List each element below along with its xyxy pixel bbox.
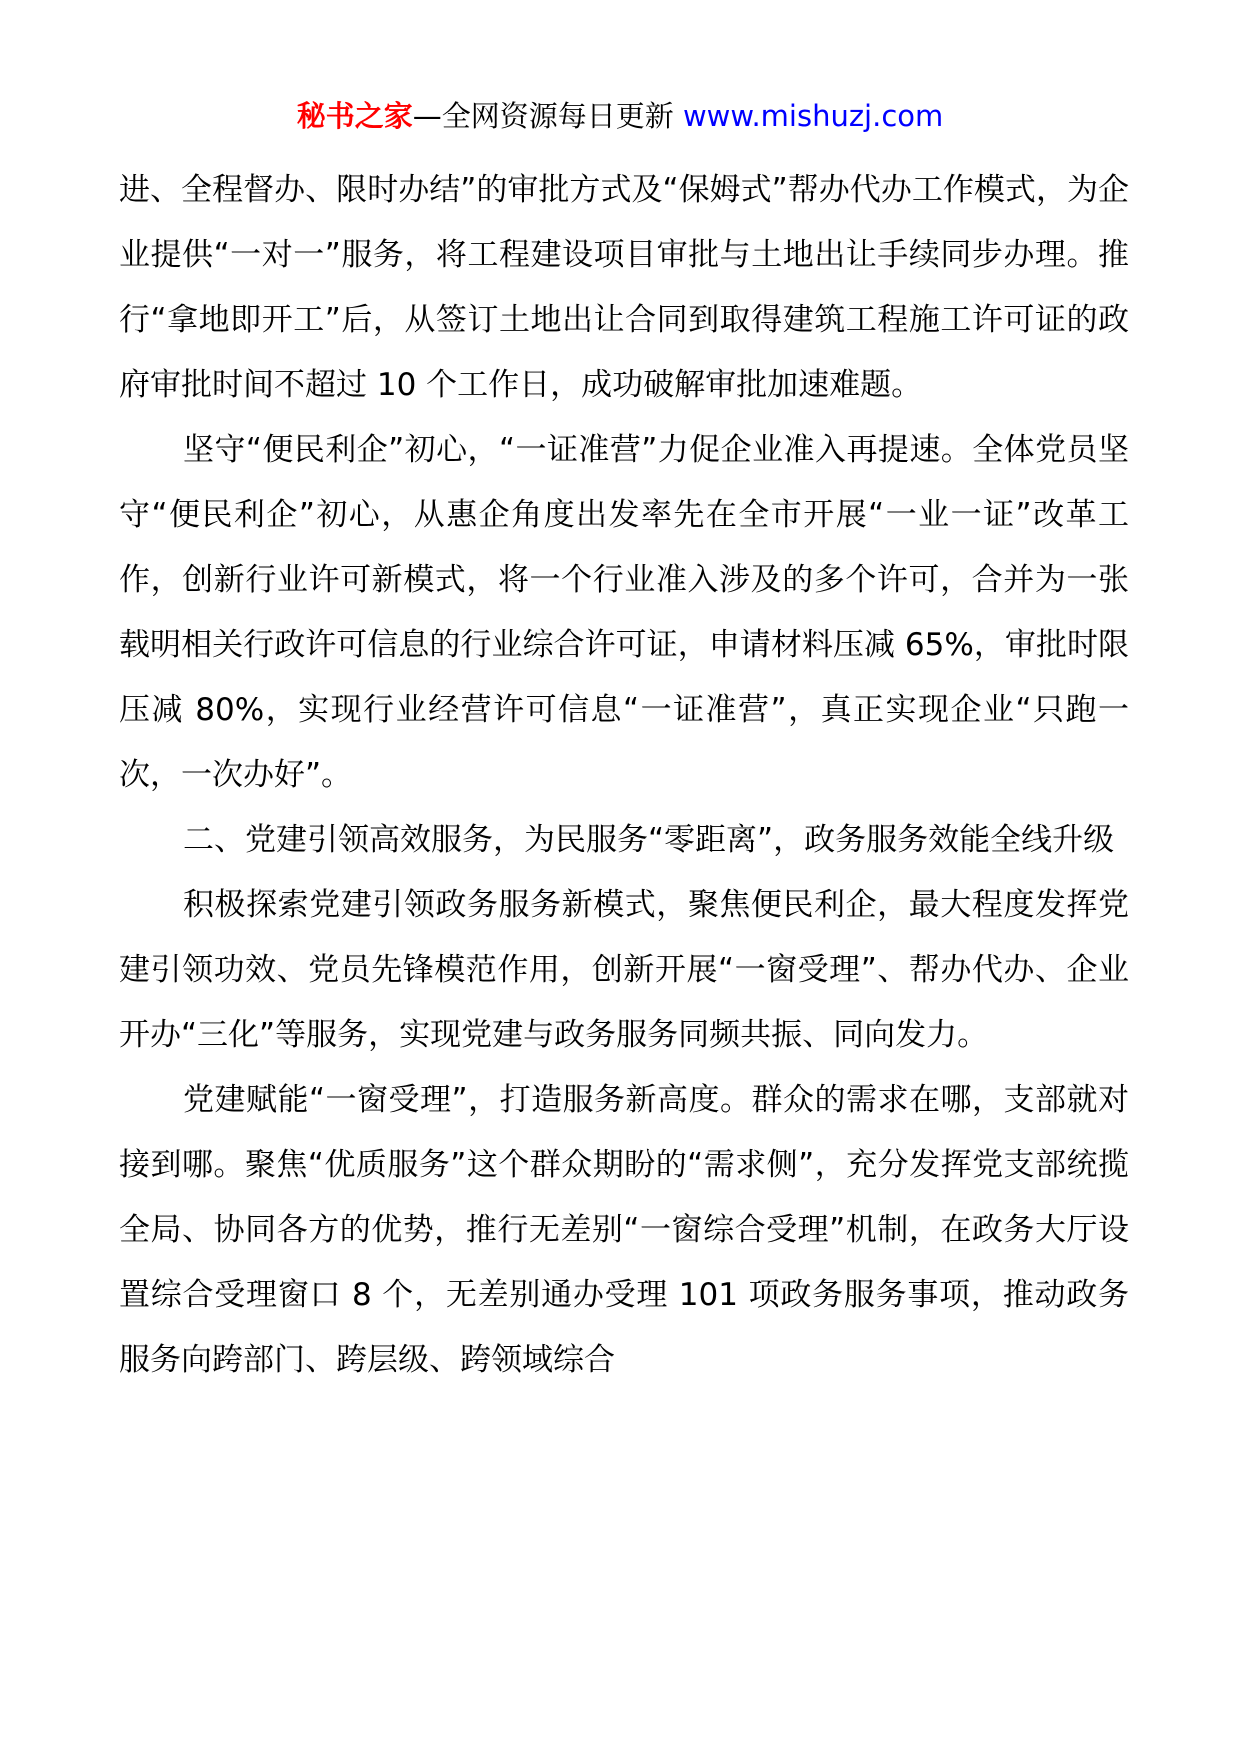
header-tagline: —全网资源每日更新 <box>412 99 683 133</box>
document-body <box>119 158 1129 1393</box>
site-header <box>0 96 1240 136</box>
paragraph-one-certificate: 坚守“便民利企”初心，“一证准营”力促企业准入再提速。全体党员坚守“便民利企”初心，从惠企角度出发率先在全市开展“一业一证”改革工作，创新行业许可新模式，将一个行业准入涉及的多个许可，合并为一张载明相关行政许可信息的行业综合许可证，申请材料压减 65%，审批时限压减 80%，实现行业经营许可信息“一证准营”，真正实现企业“只跑一次，一次办好”。 <box>119 432 1129 793</box>
section-heading-two: 二、党建引领高效服务，为民服务“零距离”，政务服务效能全线升级 <box>183 822 1115 858</box>
brand-name: 秘书之家 <box>296 99 413 133</box>
paragraph-service-model: 积极探索党建引领政务服务新模式，聚焦便民利企，最大程度发挥党建引领功效、党员先锋模范作用，创新开展“一窗受理”、帮办代办、企业开办“三化”等服务，实现党建与政务服务同频共振、同向发力。 <box>119 887 1129 1053</box>
site-url-link[interactable]: www.mishuzj.com <box>682 99 944 133</box>
paragraph-continuation: 进、全程督办、限时办结”的审批方式及“保姆式”帮办代办工作模式，为企业提供“一对一”服务，将工程建设项目审批与土地出让手续同步办理。推行“拿地即开工”后，从签订土地出让合同到取得建筑工程施工许可证的政府审批时间不超过 10 个工作日，成功破解审批加速难题。 <box>119 172 1129 403</box>
paragraph-one-window: 党建赋能“一窗受理”，打造服务新高度。群众的需求在哪，支部就对接到哪。聚焦“优质服务”这个群众期盼的“需求侧”，充分发挥党支部统揽全局、协同各方的优势，推行无差别“一窗综合受理”机制，在政务大厅设置综合受理窗口 8 个，无差别通办受理 101 项政务服务事项，推动政务服务向跨部门、跨层级、跨领域综合 <box>119 1082 1129 1378</box>
